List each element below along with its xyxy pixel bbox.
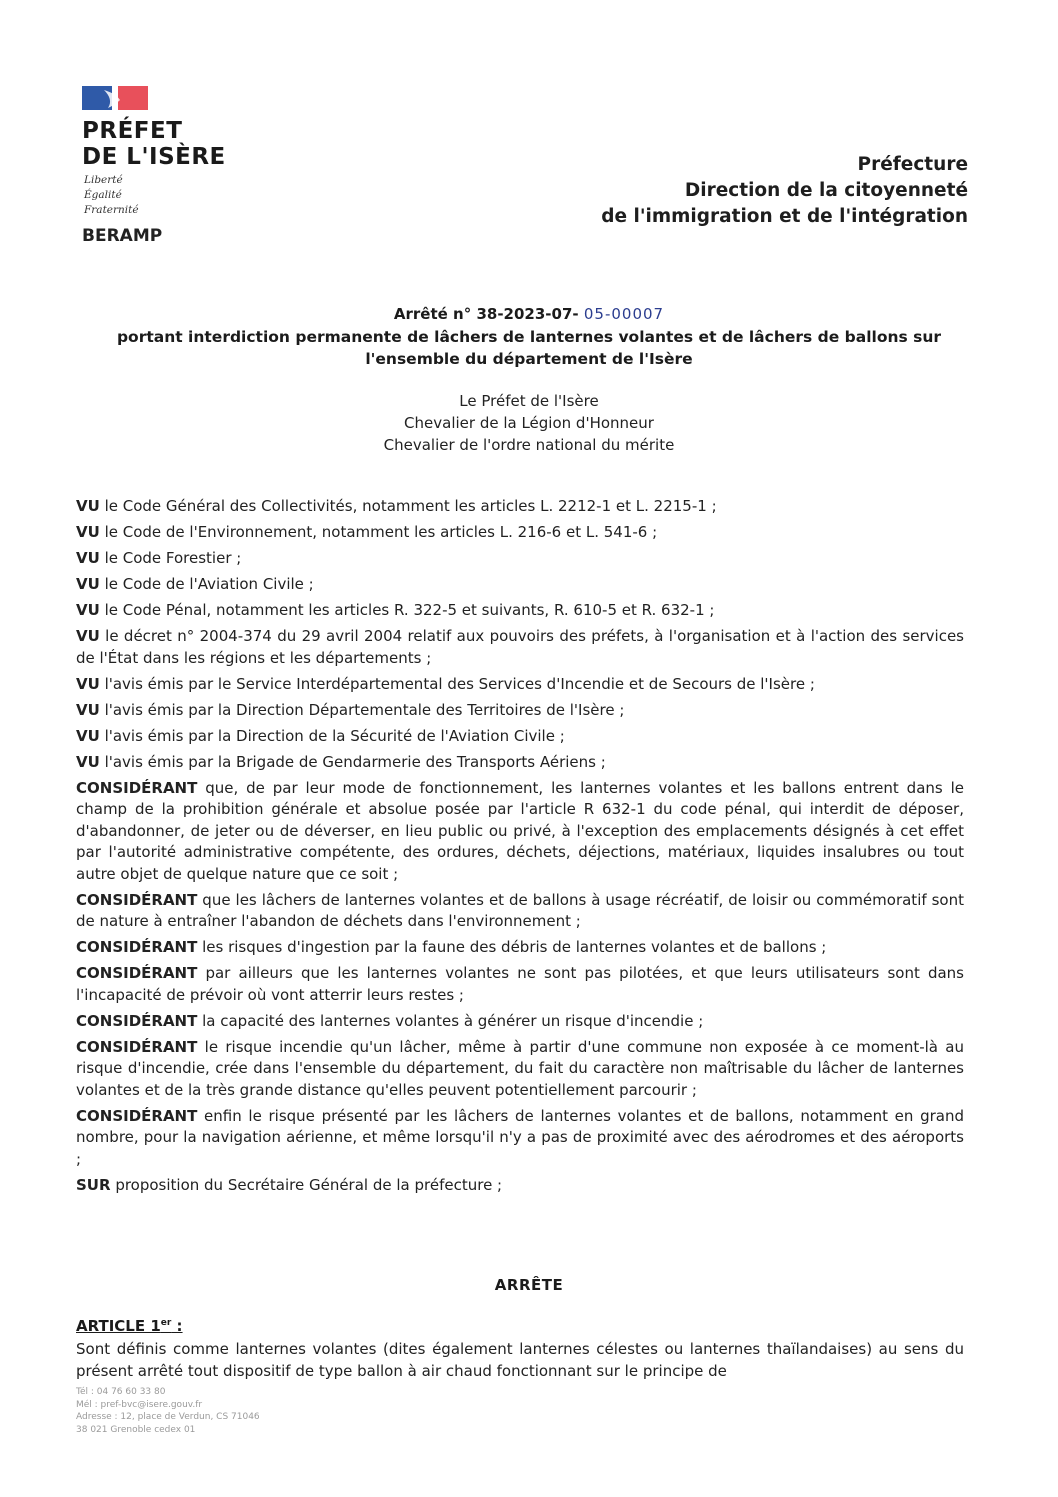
preamble-item [76, 700, 964, 722]
marianne-logo-icon [82, 86, 148, 110]
preamble-keyword: CONSIDÉRANT [76, 938, 198, 956]
preamble-text: le Code Pénal, notamment les articles R. 322-5 et suivants, R. 610-5 et R. 632-1 ; [99, 601, 715, 619]
preamble-item [76, 674, 964, 696]
preamble-keyword: CONSIDÉRANT [76, 1011, 198, 1030]
preamble-item [76, 548, 964, 570]
preamble-text: enfin le risque présenté par les lâchers de lanternes volantes et de ballons, notamment en grand nombre, pour la navigation aérienne, et même lorsqu'il n'y a pas de proximité avec des aérodromes et des aéroports ; [76, 1106, 964, 1168]
preamble-keyword: CONSIDÉRANT [76, 1037, 198, 1056]
preamble-keyword: CONSIDÉRANT [76, 1106, 198, 1125]
preamble-keyword: CONSIDÉRANT [76, 778, 198, 797]
prefect-title-line: Chevalier de l'ordre national du mérite [383, 436, 675, 454]
preamble-item [76, 1011, 964, 1033]
decree-number-prefix: Arrêté n° 38-2023-07- [393, 305, 579, 323]
issuing-department [601, 152, 968, 230]
preamble-text: le décret n° 2004-374 du 29 avril 2004 relatif aux pouvoirs des préfets, à l'organisation et à l'action des services de l'État dans les régions et les départements ; [76, 627, 964, 667]
footer-line: Adresse : 12, place de Verdun, CS 71046 [76, 1412, 260, 1422]
preamble-text: le Code Général des Collectivités, notamment les articles L. 2212-1 et L. 2215-1 ; [99, 497, 717, 515]
preamble-keyword: VU [76, 497, 100, 515]
preamble-text: l'avis émis par la Direction de la Sécurité de l'Aviation Civile ; [99, 726, 565, 745]
preamble-item [76, 1106, 964, 1171]
preamble-item [76, 496, 964, 518]
preamble [76, 496, 964, 1201]
preamble-text: que les lâchers de lanternes volantes et de ballons à usage récréatif, de loisir ou commémoratif sont de nature à entraîner l'abandon de déchets dans l'environnement ; [76, 890, 964, 930]
preamble-keyword: VU [76, 523, 100, 541]
footer-line: Mél : pref-bvc@isere.gouv.fr [76, 1399, 203, 1410]
preamble-keyword: VU [76, 674, 100, 693]
department-line: Préfecture [857, 154, 968, 175]
preamble-text: que, de par leur mode de fonctionnement, les lanternes volantes et les ballons entrent dans le champ de la prohibition générale et absolue posée par l'article R 632-1 du code pénal, qui interdit de déposer, d'abandonner, de jeter ou de déverser, en lieu public ou privé, à l'exception des emplacements désignés à cet effet par l'autorité administrative compétente, des ordures, déchets, déjections, matériaux, liquides insalubres ou tout autre objet de quelque nature que ce soit ; [76, 778, 964, 883]
preamble-item [76, 600, 964, 622]
preamble-item [76, 890, 964, 933]
preamble-item [76, 726, 964, 748]
article-1-text: Sont définis comme lanternes volantes (dites également lanternes célestes ou lanternes thaïlandaises) au sens du présent arrêté tout dispositif de type ballon à air chaud fonctionnant sur le principe de [76, 1340, 964, 1380]
service-code: BERAMP [82, 226, 163, 246]
preamble-keyword: VU [76, 752, 100, 771]
motto-fraternite: Fraternité [84, 204, 139, 216]
prefect-titles [0, 390, 1058, 456]
preamble-item [76, 1037, 964, 1102]
flag-blue-band [82, 86, 112, 110]
preamble-text: le Code Forestier ; [99, 549, 242, 567]
preamble-text: l'avis émis par le Service Interdépartemental des Services d'Incendie et de Secours de l'Isère ; [99, 674, 815, 693]
preamble-text: l'avis émis par la Direction Départementale des Territoires de l'Isère ; [99, 700, 625, 719]
motto-egalite: Égalité [84, 189, 122, 201]
article-1-title: ARTICLE 1er : [76, 1317, 183, 1335]
preamble-keyword: VU [76, 627, 100, 645]
arrete-heading: ARRÊTE [494, 1276, 564, 1294]
preamble-text: proposition du Secrétaire Général de la préfecture ; [110, 1175, 503, 1194]
brand-isere: DE L'ISÈRE [82, 144, 226, 170]
preamble-item [76, 752, 964, 774]
preamble-keyword: CONSIDÉRANT [76, 964, 198, 982]
flag-red-band [118, 86, 148, 110]
preamble-text: l'avis émis par la Brigade de Gendarmerie des Transports Aériens ; [99, 752, 606, 771]
preamble-item [76, 574, 964, 596]
decree-number [0, 305, 1058, 323]
preamble-text: le risque incendie qu'un lâcher, même à partir d'une commune non exposée à ce moment-là au risque d'incendie, crée dans l'ensemble du département, du fait du caractère non maîtrisable du lâcher de lanternes volantes et de la très grande distance qu'elles peuvent potentiellement parcourir ; [76, 1037, 964, 1099]
prefect-title-line: Le Préfet de l'Isère [459, 392, 599, 410]
preamble-text: le Code de l'Environnement, notamment les articles L. 216-6 et L. 541-6 ; [99, 523, 658, 541]
preamble-keyword: VU [76, 575, 100, 593]
handwritten-decree-number: 05-00007 [583, 305, 665, 323]
contact-footer [76, 1386, 260, 1436]
preamble-text: le Code de l'Aviation Civile ; [99, 575, 314, 593]
preamble-item [76, 778, 964, 886]
preamble-item [76, 937, 964, 959]
preamble-text: la capacité des lanternes volantes à générer un risque d'incendie ; [197, 1011, 704, 1030]
brand-prefet: PRÉFET [82, 118, 183, 144]
department-line: Direction de la citoyenneté [684, 180, 968, 201]
footer-line: Tél : 04 76 60 33 80 [76, 1387, 166, 1397]
preamble-text: les risques d'ingestion par la faune des débris de lanternes volantes et de ballons ; [197, 938, 827, 956]
preamble-item [76, 1175, 964, 1197]
preamble-keyword: CONSIDÉRANT [76, 890, 198, 909]
preamble-item [76, 626, 964, 669]
preamble-keyword: VU [76, 726, 100, 745]
department-line: de l'immigration et de l'intégration [601, 206, 968, 227]
preamble-keyword: VU [76, 601, 100, 619]
motto-liberte: Liberté [84, 174, 123, 186]
preamble-keyword: VU [76, 549, 100, 567]
preamble-keyword: VU [76, 700, 100, 719]
preamble-item [76, 963, 964, 1006]
preamble-text: par ailleurs que les lanternes volantes ne sont pas pilotées, et que leurs utilisateurs sont dans l'incapacité de prévoir où vont atterrir leurs restes ; [76, 964, 964, 1004]
decree-subject: portant interdiction permanente de lâchers de lanternes volantes et de lâchers de ballons sur l'ensemble du département de l'Isère [116, 328, 942, 368]
prefect-title-line: Chevalier de la Légion d'Honneur [404, 414, 654, 432]
preamble-keyword: SUR [76, 1175, 111, 1194]
footer-line: 38 021 Grenoble cedex 01 [76, 1424, 196, 1435]
preamble-item [76, 522, 964, 544]
